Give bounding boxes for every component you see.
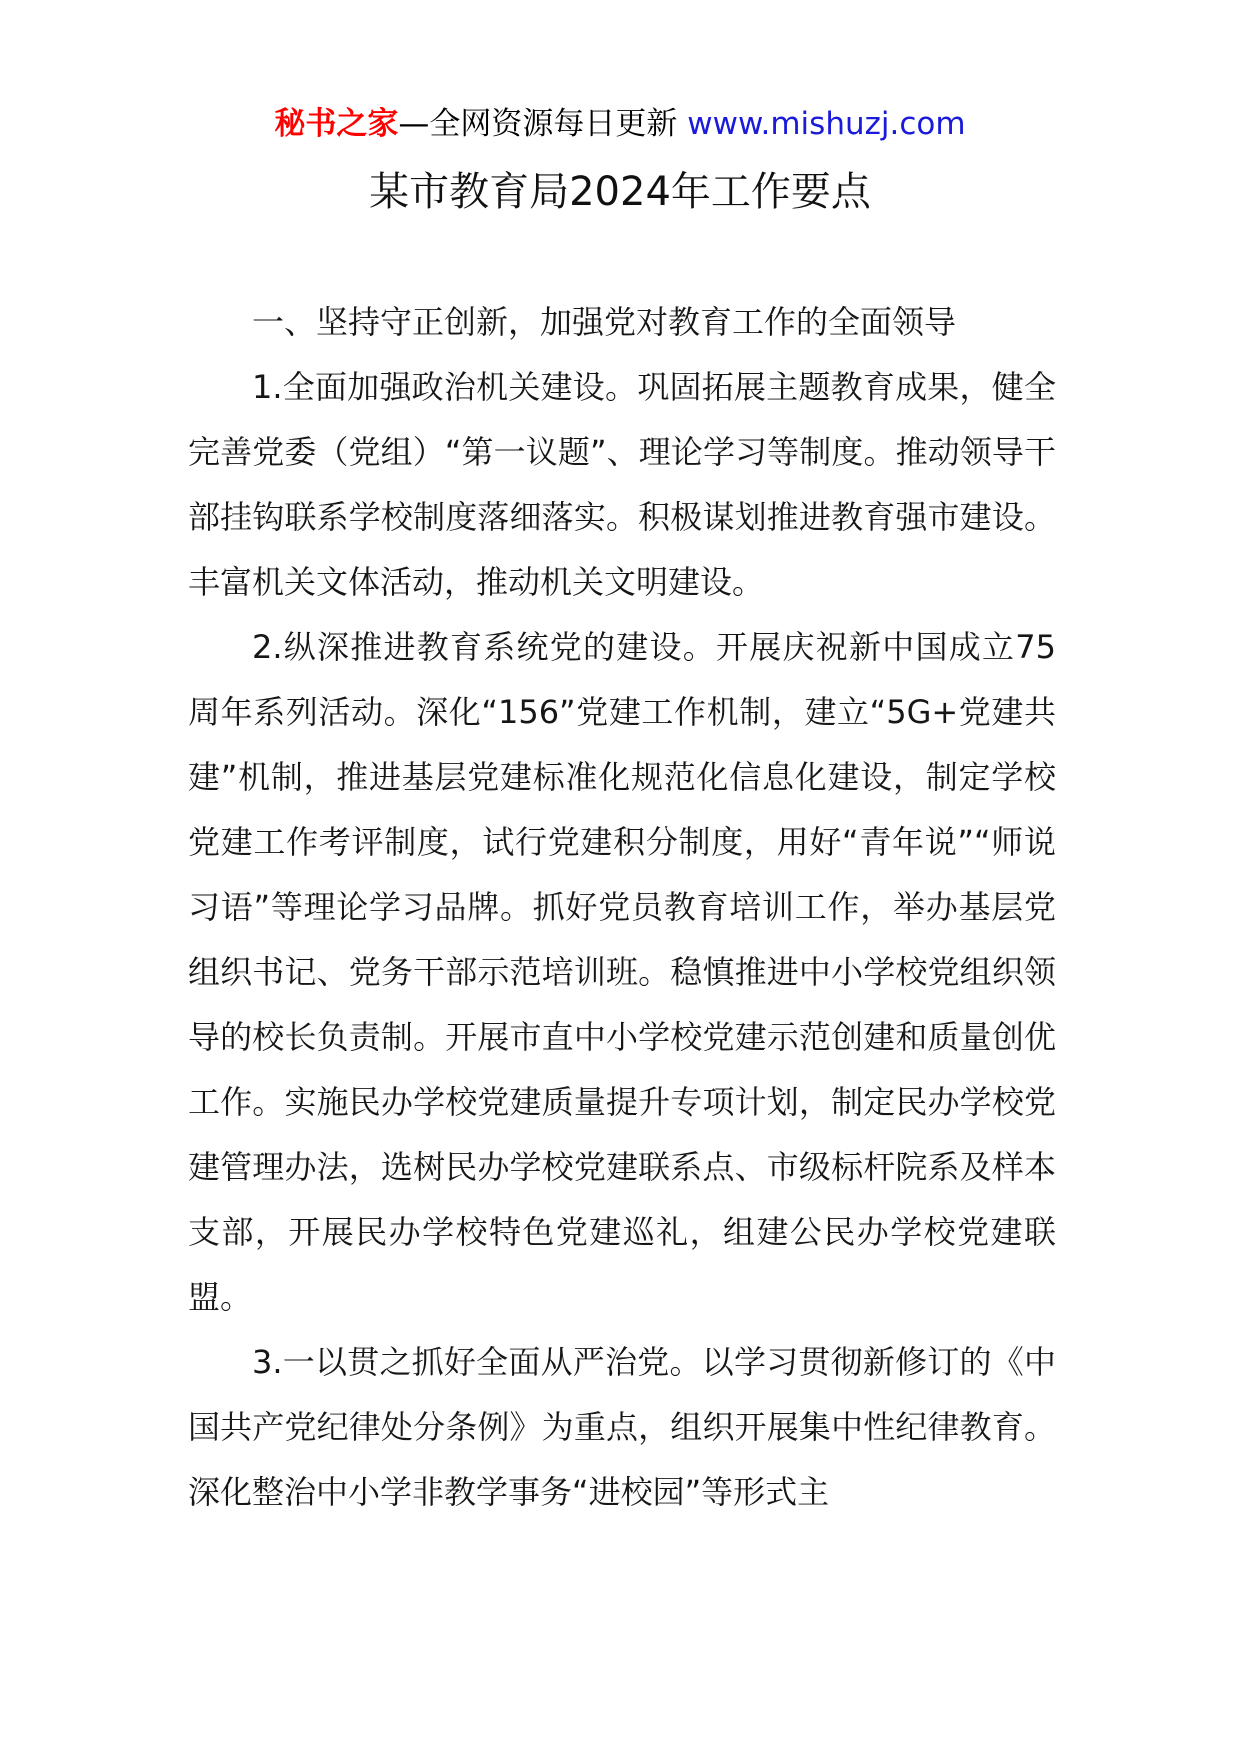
- paragraph-1: 1.全面加强政治机关建设。巩固拓展主题教育成果，健全完善党委（党组）“第一议题”、理论学习等制度。推动领导干部挂钩联系学校制度落细落实。积极谋划推进教育强市建设。丰富机关文体活动，推动机关文明建设。: [188, 368, 1056, 601]
- paragraph-2: 2.纵深推进教育系统党的建设。开展庆祝新中国成立75周年系列活动。深化“156”党建工作机制，建立“5G+党建共建”机制，推进基层党建标准化规范化信息化建设，制定学校党建工作考评制度，试行党建积分制度，用好“青年说”“师说习语”等理论学习品牌。抓好党员教育培训工作，举办基层党组织书记、党务干部示范培训班。稳慎推进中小学校党组织领导的校长负责制。开展市直中小学校党建示范创建和质量创优工作。实施民办学校党建质量提升专项计划，制定民办学校党建管理办法，选树民办学校党建联系点、市级标杆院系及样本支部，开展民办学校特色党建巡礼，组建公民办学校党建联盟。: [188, 628, 1056, 1316]
- section-heading: 一、坚持守正创新，加强党对教育工作的全面领导: [252, 303, 957, 341]
- site-slogan: —全网资源每日更新: [398, 106, 678, 142]
- document-body: [188, 290, 1056, 1525]
- site-brand: 秘书之家: [274, 106, 399, 142]
- document-title: 某市教育局2024年工作要点: [369, 169, 871, 215]
- site-banner: [0, 102, 1240, 146]
- paragraph-3: 3.一以贯之抓好全面从严治党。以学习贯彻新修订的《中国共产党纪律处分条例》为重点，组织开展集中性纪律教育。深化整治中小学非教学事务“进校园”等形式主: [188, 1343, 1056, 1511]
- site-url-link[interactable]: www.mishuzj.com: [687, 106, 966, 142]
